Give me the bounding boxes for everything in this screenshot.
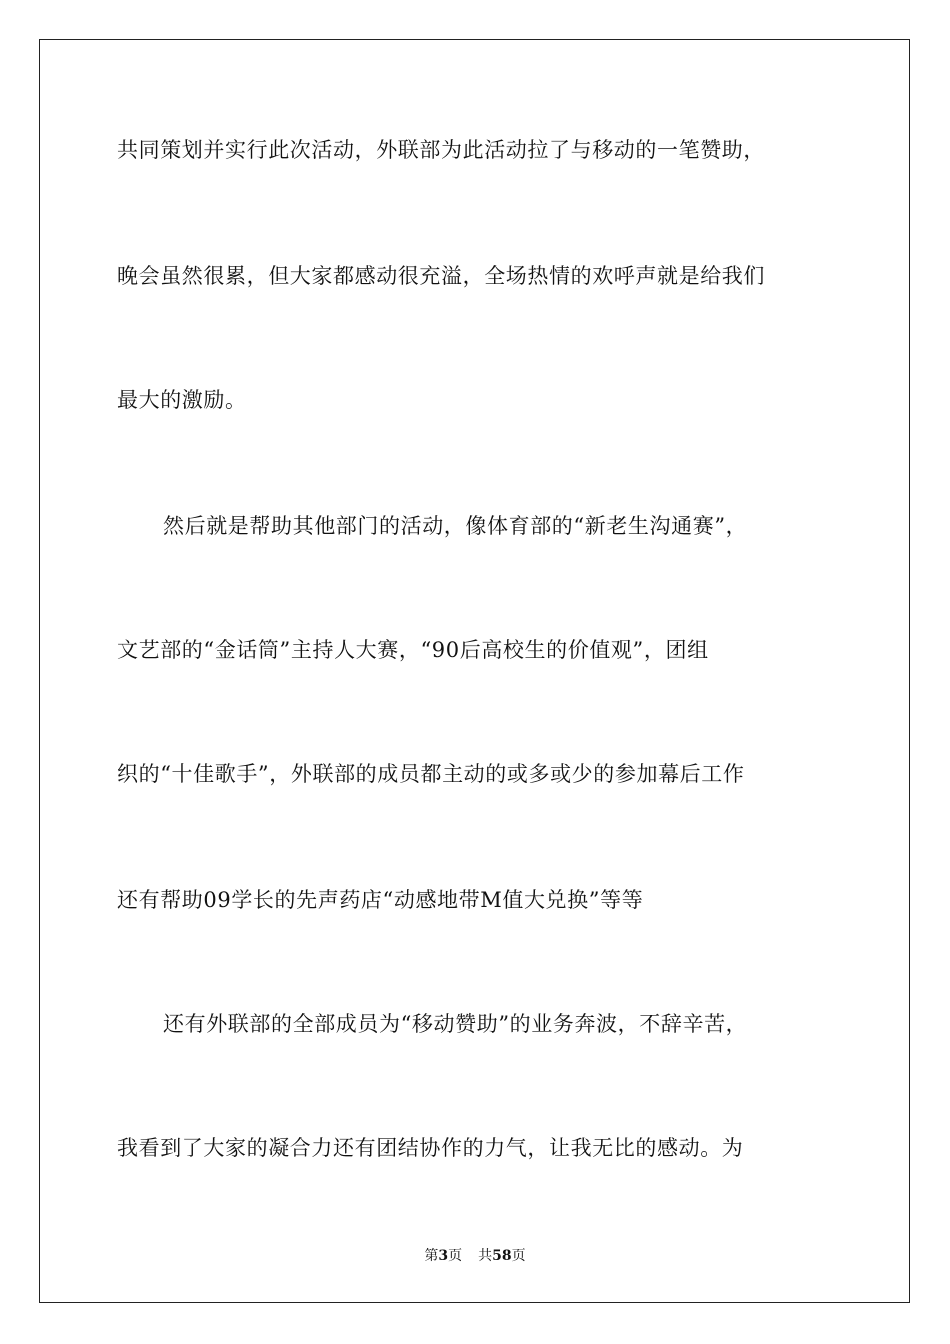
text-line-9: 我看到了大家的凝合力还有团结协作的力气，让我无比的感动。为: [117, 1136, 744, 1160]
text-line-1: 共同策划并实行此次活动，外联部为此活动拉了与移动的一笔赞助，: [117, 138, 765, 162]
text-line-8: 还有外联部的全部成员为“移动赞助”的业务奔波，不辞辛苦，: [163, 1012, 748, 1036]
footer-total-pages: 58: [492, 1248, 512, 1264]
footer-total-prefix: 共: [478, 1248, 493, 1264]
text-line-3: 最大的激励。: [117, 388, 247, 412]
footer-page-prefix: 第: [424, 1248, 439, 1264]
footer-total-suffix: 页: [511, 1248, 526, 1264]
footer-page-suffix: 页: [448, 1248, 463, 1264]
text-line-4: 然后就是帮助其他部门的活动，像体育部的“新老生沟通赛”，: [163, 514, 748, 538]
text-line-5: 文艺部的“金话筒”主持人大赛，“90后高校生的价值观”，团组: [117, 638, 709, 662]
text-line-6: 织的“十佳歌手”，外联部的成员都主动的或多或少的参加幕后工作: [117, 762, 745, 786]
text-line-7: 还有帮助09学长的先声药店“动感地带M值大兑换”等等: [117, 888, 644, 912]
page-footer: [0, 1247, 950, 1265]
text-line-2: 晚会虽然很累，但大家都感动很充溢，全场热情的欢呼声就是给我们: [117, 264, 765, 288]
page-border: [39, 39, 910, 1303]
footer-page-number: 3: [438, 1248, 449, 1264]
